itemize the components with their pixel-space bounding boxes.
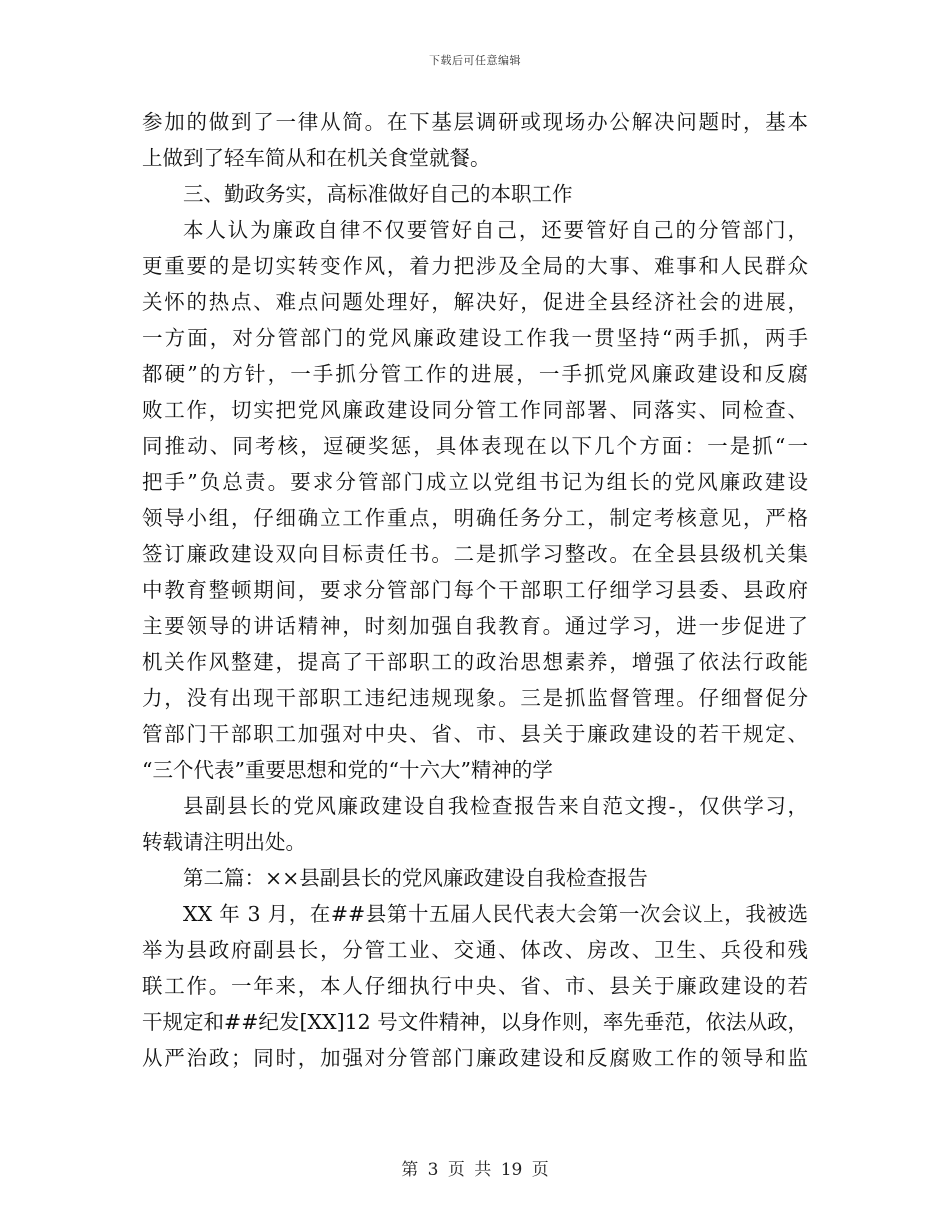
text-line: 本人认为廉政自律不仅要管好自己，还要管好自己的分管部门，: [183, 218, 808, 242]
text-line: XX 年 3 月，在##县第十五届人民代表大会第一次会议上，我被选: [183, 902, 808, 926]
text-line: 干规定和##纪发[XX]12 号文件精神，以身作则，率先垂范，依法从政，: [142, 1010, 808, 1034]
text-line: 把手”负总责。要求分管部门成立以党组书记为组长的党风廉政建设: [142, 470, 808, 494]
text-line: 转载请注明出处。: [142, 830, 306, 854]
text-line: 管部门干部职工加强对中央、省、市、县关于廉政建设的若干规定、: [142, 722, 808, 746]
text-line: 上做到了轻车简从和在机关食堂就餐。: [142, 146, 491, 170]
text-line: 县副县长的党风廉政建设自我检查报告来自范文搜-，仅供学习，: [183, 794, 808, 818]
text-line: 联工作。一年来，本人仔细执行中央、省、市、县关于廉政建设的若: [142, 974, 808, 998]
text-line: “三个代表”重要思想和党的“十六大”精神的学: [142, 758, 553, 782]
text-line: 败工作，切实把党风廉政建设同分管工作同部署、同落实、同检查、: [142, 398, 808, 422]
text-line: 主要领导的讲话精神，时刻加强自我教育。通过学习，进一步促进了: [142, 614, 808, 638]
text-line: 签订廉政建设双向目标责任书。二是抓学习整改。在全县县级机关集: [142, 542, 808, 566]
text-line: 第二篇：××县副县长的党风廉政建设自我检查报告: [183, 866, 648, 890]
text-line: 都硬”的方针，一手抓分管工作的进展，一手抓党风廉政建设和反腐: [142, 362, 808, 386]
text-line: 一方面，对分管部门的党风廉政建设工作我一贯坚持“两手抓，两手: [142, 326, 808, 350]
text-line: 力，没有出现干部职工违纪违规现象。三是抓监督管理。仔细督促分: [142, 686, 808, 710]
page-footer: 第 3 页 共 19 页: [401, 1160, 549, 1180]
text-line: 从严治政；同时，加强对分管部门廉政建设和反腐败工作的领导和监: [142, 1046, 808, 1070]
text-line: 更重要的是切实转变作风，着力把涉及全局的大事、难事和人民群众: [142, 254, 808, 278]
document-body: [142, 104, 808, 1076]
text-line: 中教育整顿期间，要求分管部门每个干部职工仔细学习县委、县政府: [142, 578, 808, 602]
text-line: 参加的做到了一律从简。在下基层调研或现场办公解决问题时，基本: [142, 110, 808, 134]
text-line: 领导小组，仔细确立工作重点，明确任务分工，制定考核意见，严格: [142, 506, 808, 530]
text-line: 三、勤政务实，高标准做好自己的本职工作: [183, 182, 573, 206]
text-line: 机关作风整建，提高了干部职工的政治思想素养，增强了依法行政能: [142, 650, 808, 674]
page-header: 下载后可任意编辑: [429, 54, 521, 67]
text-line: 同推动、同考核，逗硬奖惩，具体表现在以下几个方面：一是抓“一: [142, 434, 808, 458]
text-line: 举为县政府副县长，分管工业、交通、体改、房改、卫生、兵役和残: [142, 938, 808, 962]
text-line: 关怀的热点、难点问题处理好，解决好，促进全县经济社会的进展，: [142, 290, 808, 314]
